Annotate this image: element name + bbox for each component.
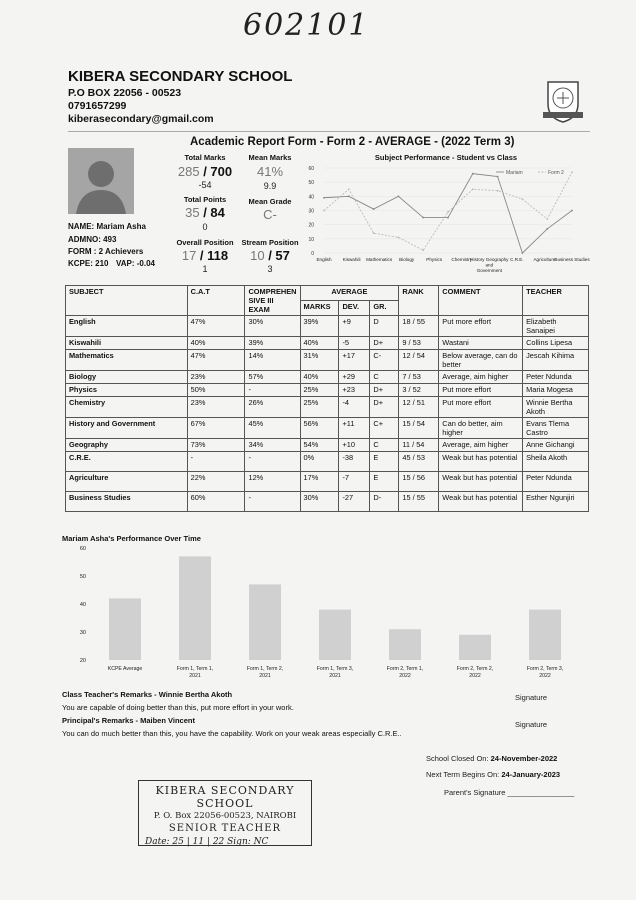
x-tick-label: English — [316, 257, 332, 262]
mean-marks-value: 41% — [256, 164, 284, 179]
table-row — [66, 337, 589, 350]
cell-comment: Put more effort — [439, 384, 523, 397]
cell-gr: E — [370, 472, 399, 492]
stamp-address: P. O. Box 22056-00523, NAIROBI — [153, 811, 297, 821]
next-term-date: Next Term Begins On: 24-January-2023 — [426, 770, 561, 779]
y-tick-label: 10 — [308, 236, 314, 243]
cell-rank: 18 / 55 — [399, 316, 439, 337]
cell-cat: 60% — [187, 492, 245, 512]
cell-cat: 23% — [187, 397, 245, 418]
cell-gr: D — [370, 316, 399, 337]
cell-comment: Put more effort — [439, 397, 523, 418]
cell-marks: 31% — [300, 350, 339, 371]
header-dev: DEV. — [339, 301, 370, 316]
data-point — [522, 252, 524, 254]
bar — [179, 556, 211, 660]
data-point — [472, 188, 474, 190]
cell-cat: 22% — [187, 472, 245, 492]
school-box: P.O BOX 22056 - 00523 — [68, 87, 182, 99]
mean-marks-label: Mean Marks — [248, 153, 292, 162]
cell-teacher: Sheila Akoth — [523, 452, 589, 472]
cell-subject: Mathematics — [66, 350, 188, 371]
total-points-value: 35 / 84 — [185, 205, 225, 220]
stamp-role: SENIOR TEACHER — [168, 823, 282, 834]
cell-subject: Geography — [66, 439, 188, 452]
performance-over-time-chart — [60, 540, 590, 688]
report-title: Academic Report Form - Form 2 - AVERAGE - (2022 Term 3) — [190, 136, 515, 148]
cell-teacher: Peter Ndunda — [523, 371, 589, 384]
cell-comment: Average, aim higher — [439, 439, 523, 452]
cell-subject: C.R.E. — [66, 452, 188, 472]
performance-label: Mariam Asha's Performance Over Time — [62, 534, 201, 543]
cell-teacher: Jescah Kihima — [523, 350, 589, 371]
school-phone: 0791657299 — [68, 100, 127, 112]
subject-table — [65, 285, 589, 512]
data-point — [472, 173, 474, 175]
cell-gr: C — [370, 439, 399, 452]
header-comprehensive: COMPREHEN SIVE III EXAM — [245, 286, 300, 316]
data-point — [422, 249, 424, 251]
x-tick-label: Form 2, Term 2, 2022 — [456, 666, 494, 679]
cell-gr: E — [370, 452, 399, 472]
cell-subject: Chemistry — [66, 397, 188, 418]
data-point — [571, 171, 573, 173]
bar — [109, 598, 141, 660]
student-vap: VAP: -0.04 — [116, 259, 155, 268]
cell-gr: D+ — [370, 384, 399, 397]
stream-position-value: 10 / 57 — [250, 248, 290, 263]
cell-dev: -7 — [339, 472, 370, 492]
cell-cat: 73% — [187, 439, 245, 452]
cell-marks: 25% — [300, 384, 339, 397]
class-teacher-remarks-text: You are capable of doing better than this, put more effort in your work. — [62, 703, 294, 712]
cell-subject: Business Studies — [66, 492, 188, 512]
bar — [389, 629, 421, 660]
cell-dev: -38 — [339, 452, 370, 472]
cell-cat: - — [187, 452, 245, 472]
y-tick-label: 60 — [308, 166, 314, 172]
cell-comment: Weak but has potential — [439, 452, 523, 472]
student-form: FORM : 2 Achievers — [68, 247, 144, 256]
overall-position-dev: 1 — [202, 264, 208, 274]
cell-comp: - — [245, 452, 300, 472]
cell-marks: 25% — [300, 397, 339, 418]
total-marks-dev: -54 — [198, 180, 212, 190]
chart-title: Subject Performance - Student vs Class — [374, 153, 518, 162]
parent-signature: Parent's Signature ________________ — [444, 788, 575, 797]
principal-remarks-text: You can do much better than this, you have the capability. Work on your weak areas especially C.R.E.. — [62, 729, 402, 738]
data-point — [323, 197, 325, 199]
student-name: NAME: Mariam Asha — [68, 222, 146, 231]
class-teacher-remarks-title: Class Teacher's Remarks - Winnie Bertha Akoth — [62, 690, 233, 699]
cell-gr: D- — [370, 492, 399, 512]
cell-rank: 9 / 53 — [399, 337, 439, 350]
overall-position-label: Overall Position — [176, 238, 234, 247]
total-points-label: Total Points — [183, 195, 227, 204]
cell-dev: -27 — [339, 492, 370, 512]
cell-rank: 15 / 56 — [399, 472, 439, 492]
data-point — [447, 217, 449, 219]
cell-dev: +17 — [339, 350, 370, 371]
stamp-date-sign: Date: 25 | 11 | 22 Sign: NC — [145, 837, 269, 847]
cell-dev: +29 — [339, 371, 370, 384]
mean-marks-dev: 9.9 — [263, 181, 277, 191]
cell-comment: Wastani — [439, 337, 523, 350]
total-points-dev: 0 — [202, 222, 208, 232]
cell-marks: 0% — [300, 452, 339, 472]
cell-cat: 50% — [187, 384, 245, 397]
bar — [459, 635, 491, 660]
cell-comment: Average, aim higher — [439, 371, 523, 384]
data-point — [422, 217, 424, 219]
y-tick-label: 30 — [79, 630, 86, 636]
cell-subject: History and Government — [66, 418, 188, 439]
x-tick-label: Form 1, Term 2, 2021 — [246, 666, 284, 679]
bar — [249, 584, 281, 660]
table-row — [66, 316, 589, 337]
x-tick-label: Kiswahili — [342, 257, 361, 262]
cell-rank: 12 / 54 — [399, 350, 439, 371]
x-tick-label: Agriculture — [533, 257, 556, 262]
table-row — [66, 452, 589, 472]
table-row — [66, 418, 589, 439]
cell-teacher: Maria Mogesa — [523, 384, 589, 397]
x-tick-label: Biology — [399, 257, 415, 262]
data-point — [546, 218, 548, 220]
data-point — [447, 211, 449, 213]
cell-gr: D+ — [370, 397, 399, 418]
principal-remarks-title: Principal's Remarks - Maiben Vincent — [62, 716, 195, 725]
y-tick-label: 60 — [79, 546, 86, 552]
cell-subject: Biology — [66, 371, 188, 384]
data-point — [497, 190, 499, 192]
student-admno: ADMNO: 493 — [68, 235, 117, 244]
x-tick-label: Form 1, Term 1, 2021 — [176, 666, 214, 679]
cell-teacher: Esther Ngunjiri — [523, 492, 589, 512]
cell-marks: 39% — [300, 316, 339, 337]
cell-teacher: Collins Lipesa — [523, 337, 589, 350]
header-comment: COMMENT — [439, 286, 523, 316]
cell-comment: Put more effort — [439, 316, 523, 337]
x-tick-label: Form 2, Term 3, 2022 — [526, 666, 564, 679]
cell-cat: 47% — [187, 350, 245, 371]
bar — [529, 610, 561, 660]
cell-marks: 17% — [300, 472, 339, 492]
cell-subject: Kiswahili — [66, 337, 188, 350]
cell-marks: 40% — [300, 337, 339, 350]
cell-dev: +23 — [339, 384, 370, 397]
data-point — [348, 188, 350, 190]
data-point — [373, 208, 375, 210]
legend-label: Form 2 — [548, 170, 564, 176]
x-tick-label: KCPE Average — [107, 666, 143, 672]
series-line-mariam — [324, 174, 572, 253]
data-point — [348, 195, 350, 197]
student-kcpe: KCPE: 210 — [68, 259, 109, 268]
cell-gr: C+ — [370, 418, 399, 439]
cell-teacher: Winnie Bertha Akoth — [523, 397, 589, 418]
cell-marks: 30% — [300, 492, 339, 512]
cell-comp: - — [245, 384, 300, 397]
cell-comp: 14% — [245, 350, 300, 371]
school-email: kiberasecondary@gmail.com — [68, 113, 214, 125]
handwritten-number: 602101 — [243, 8, 370, 43]
cell-rank: 45 / 53 — [399, 452, 439, 472]
total-marks-value: 285 / 700 — [177, 164, 233, 179]
student-photo — [68, 148, 134, 214]
cell-comp: 34% — [245, 439, 300, 452]
header-divider — [68, 131, 590, 132]
principal-signature: Signature — [515, 720, 548, 729]
y-tick-label: 0 — [311, 251, 314, 257]
cell-marks: 40% — [300, 371, 339, 384]
cell-rank: 11 / 54 — [399, 439, 439, 452]
cell-dev: -4 — [339, 397, 370, 418]
cell-comment: Can do better, aim higher — [439, 418, 523, 439]
y-tick-label: 20 — [308, 222, 314, 229]
y-tick-label: 50 — [79, 574, 86, 580]
cell-marks: 54% — [300, 439, 339, 452]
total-marks-label: Total Marks — [184, 153, 226, 162]
cell-teacher: Evans Tlema Castro — [523, 418, 589, 439]
cell-comp: 30% — [245, 316, 300, 337]
data-point — [571, 210, 573, 212]
cell-gr: C — [370, 371, 399, 384]
table-body — [66, 316, 589, 512]
cell-teacher: Peter Ndunda — [523, 472, 589, 492]
table-row — [66, 371, 589, 384]
x-tick-label: Chemistry — [451, 257, 473, 262]
school-stamp — [138, 780, 312, 846]
cell-cat: 47% — [187, 316, 245, 337]
cell-comment: Weak but has potential — [439, 472, 523, 492]
legend-label: Mariam — [506, 170, 523, 176]
table-row — [66, 350, 589, 371]
cell-comp: 12% — [245, 472, 300, 492]
cell-comp: 26% — [245, 397, 300, 418]
cell-subject: English — [66, 316, 188, 337]
x-tick-label: Mathematics — [366, 257, 393, 262]
table-row — [66, 439, 589, 452]
cell-comp: 39% — [245, 337, 300, 350]
y-tick-label: 50 — [308, 180, 314, 187]
cell-dev: +9 — [339, 316, 370, 337]
x-tick-label: Business Studies — [554, 257, 590, 262]
data-point — [497, 176, 499, 178]
stream-position-dev: 3 — [267, 264, 273, 274]
cell-comp: 45% — [245, 418, 300, 439]
cell-gr: D+ — [370, 337, 399, 350]
mean-grade-value: C- — [263, 207, 277, 222]
cell-subject: Physics — [66, 384, 188, 397]
header-teacher: TEACHER — [523, 286, 589, 316]
cell-gr: C- — [370, 350, 399, 371]
x-tick-label: Physics — [426, 257, 443, 262]
x-tick-label: Form 1, Term 3, 2021 — [316, 666, 354, 679]
cell-rank: 15 / 54 — [399, 418, 439, 439]
data-point — [398, 195, 400, 197]
cell-cat: 23% — [187, 371, 245, 384]
table-row — [66, 492, 589, 512]
data-point — [546, 228, 548, 230]
stream-position-label: Stream Position — [241, 238, 299, 247]
cell-subject: Agriculture — [66, 472, 188, 492]
header-gr: GR. — [370, 301, 399, 316]
cell-rank: 15 / 55 — [399, 492, 439, 512]
y-tick-label: 30 — [308, 208, 314, 215]
header-rank: RANK — [399, 286, 439, 316]
data-point — [398, 237, 400, 239]
cell-rank: 3 / 52 — [399, 384, 439, 397]
cell-cat: 40% — [187, 337, 245, 350]
x-tick-label: C.R.E. — [510, 257, 524, 262]
cell-rank: 7 / 53 — [399, 371, 439, 384]
y-tick-label: 20 — [79, 658, 86, 664]
data-point — [373, 232, 375, 234]
y-tick-label: 40 — [308, 194, 314, 201]
header-average: AVERAGE — [300, 286, 399, 301]
cell-comment: Weak but has potential — [439, 492, 523, 512]
table-row — [66, 384, 589, 397]
x-tick-label: History Geography and Government — [470, 257, 509, 273]
school-closed-date: School Closed On: 24-November-2022 — [426, 754, 558, 763]
table-row — [66, 397, 589, 418]
header-cat: C.A.T — [187, 286, 245, 316]
subject-performance-chart — [300, 150, 592, 276]
cell-dev: +11 — [339, 418, 370, 439]
cell-cat: 67% — [187, 418, 245, 439]
header-marks: MARKS — [300, 301, 339, 316]
overall-position-value: 17 / 118 — [181, 248, 229, 263]
data-point — [323, 210, 325, 212]
y-tick-label: 40 — [79, 602, 86, 608]
x-tick-label: Form 2, Term 1, 2022 — [386, 666, 424, 679]
cell-teacher: Anne Gichangi — [523, 439, 589, 452]
school-name: KIBERA SECONDARY SCHOOL — [68, 68, 293, 85]
cell-dev: -5 — [339, 337, 370, 350]
stamp-school-name: KIBERA SECONDARY SCHOOL — [155, 784, 295, 810]
class-teacher-signature: Signature — [515, 693, 548, 702]
cell-comment: Below average, can do better — [439, 350, 523, 371]
mean-grade-label: Mean Grade — [248, 197, 292, 206]
table-row — [66, 472, 589, 492]
cell-marks: 56% — [300, 418, 339, 439]
data-point — [522, 198, 524, 200]
cell-rank: 12 / 51 — [399, 397, 439, 418]
cell-comp: 57% — [245, 371, 300, 384]
cell-teacher: Elizabeth Sanaipei — [523, 316, 589, 337]
cell-dev: +10 — [339, 439, 370, 452]
cell-comp: - — [245, 492, 300, 512]
bar — [319, 610, 351, 660]
school-crest-icon — [538, 76, 588, 126]
header-subject: SUBJECT — [66, 286, 188, 316]
